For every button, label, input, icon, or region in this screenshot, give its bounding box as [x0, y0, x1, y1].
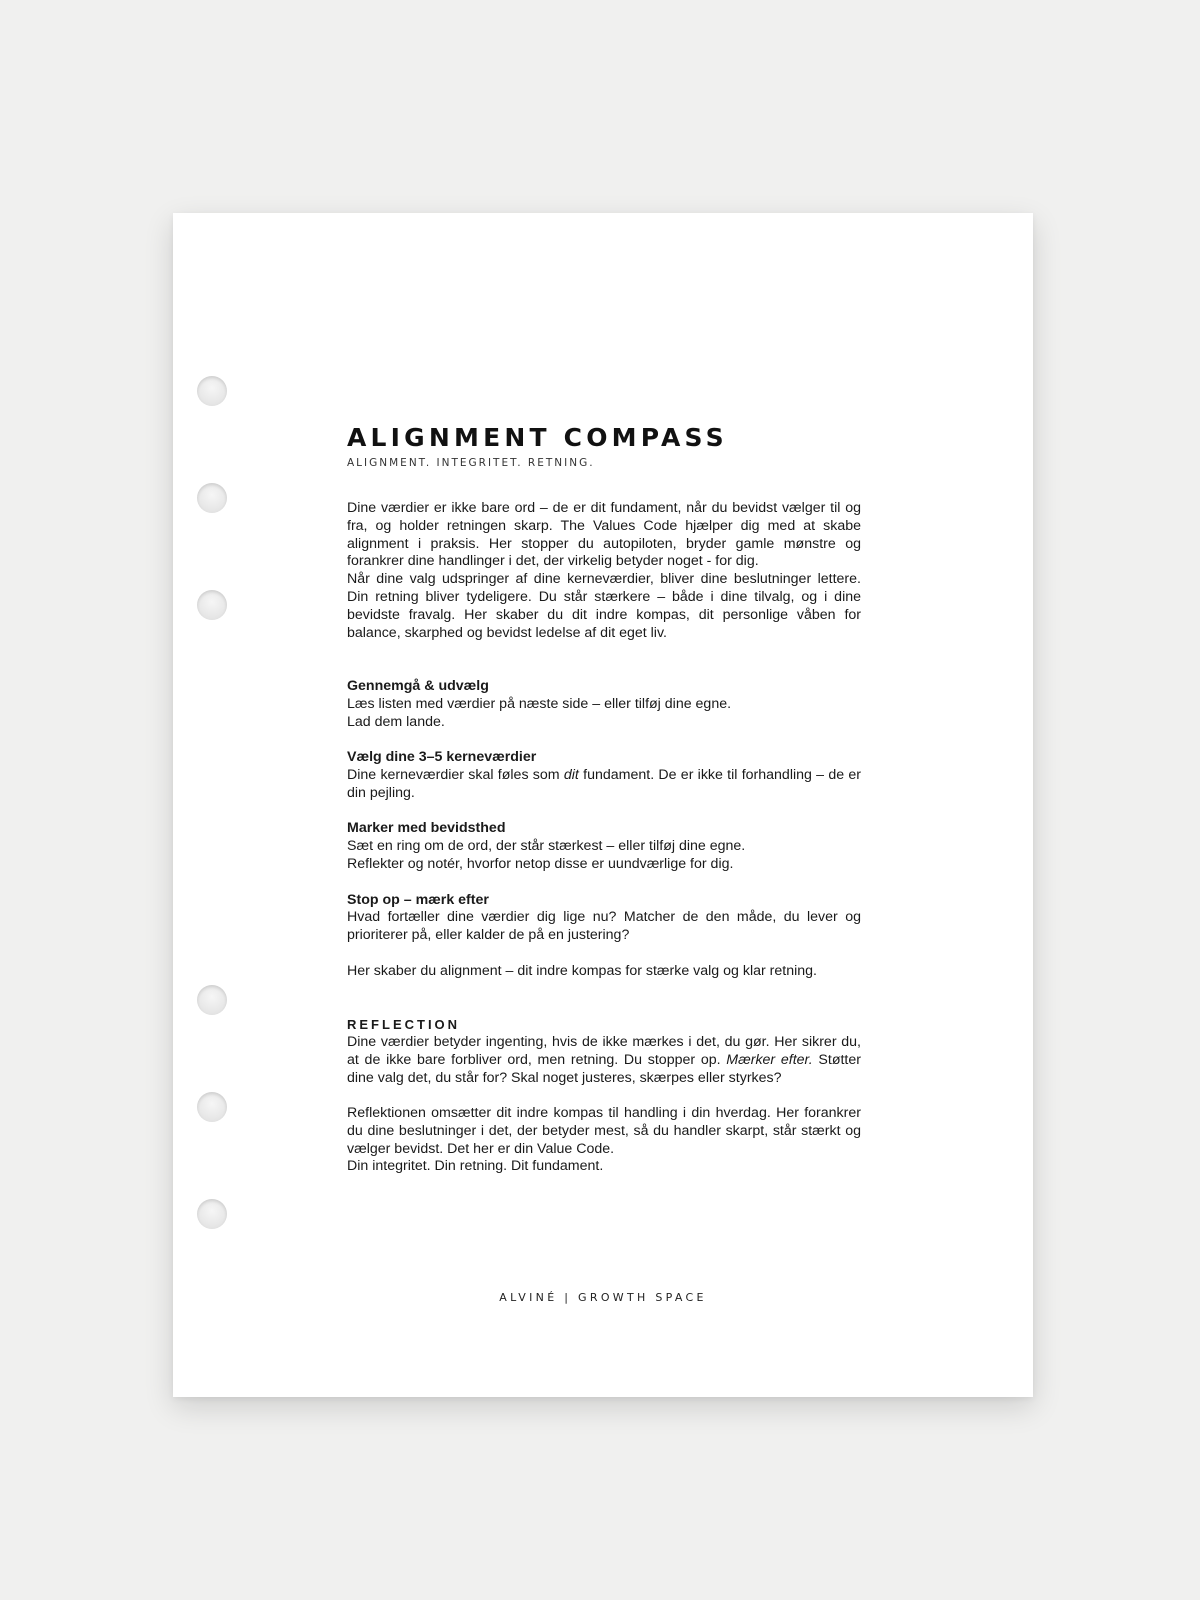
step-line: Reflekter og notér, hvorfor netop disse er uundværlige for dig.: [347, 855, 734, 872]
emphasis: Mærker efter.: [726, 1051, 813, 1068]
step-pause: [347, 892, 861, 945]
emphasis: dit: [563, 766, 579, 783]
closing-line: Her skaber du alignment – dit indre kompas for stærke valg og klar retning.: [347, 962, 817, 979]
step-core-values: [347, 749, 861, 802]
reflection-heading: REFLECTION: [347, 1017, 461, 1033]
reflection-section: [347, 1016, 861, 1176]
step-heading: Vælg dine 3–5 kerneværdier: [347, 749, 537, 766]
page-subtitle: ALIGNMENT. INTEGRITET. RETNING.: [347, 457, 595, 469]
step-line: Læs listen med værdier på næste side – eller tilføj dine egne.: [347, 695, 732, 712]
step-heading: Marker med bevidsthed: [347, 820, 506, 837]
page-footer: ALVINÉ | GROWTH SPACE: [499, 1291, 707, 1304]
step-line: Lad dem lande.: [347, 713, 445, 730]
binder-hole: [197, 376, 227, 406]
binder-hole: [197, 483, 227, 513]
binder-hole: [197, 1199, 227, 1229]
step-heading: Gennemgå & udvælg: [347, 677, 489, 694]
reflection-paragraph: Dine værdier betyder ingenting, hvis de ikke mærkes i det, du gør. Her sikrer du, at de ikke bare forbliver ord, men retning. Du stopper op. Mærker efter. Støtter dine valg det, du står for? Skal noget justeres, skærpes eller styrkes?: [347, 1033, 861, 1086]
binder-hole: [197, 985, 227, 1015]
step-mark: [347, 820, 861, 873]
intro-paragraph: Når dine valg udspringer af dine kerneværdier, bliver dine beslutninger lettere. Din retning bliver tydeligere. Du står stærkere – både i dine tilvalg, og i dine bevidste fravalg. Her skaber du dit indre kompas, dit personlige våben for balance, skarphed og bevidst ledelse af dit eget liv.: [347, 571, 861, 641]
document-page: [173, 213, 1033, 1397]
intro-paragraph: Dine værdier er ikke bare ord – de er dit fundament, når du bevidst vælger til og fra, og holder retningen skarp. The Values Code hjælper dig med at skabe alignment i praksis. Her stopper du autopiloten, bryder gamle mønstre og forankrer dine handlinger i det, der virkelig betyder noget - for dig.: [347, 500, 861, 570]
page-content: [347, 423, 861, 1176]
step-text: Hvad fortæller dine værdier dig lige nu? Matcher de den måde, du lever og prioriterer på, eller kalder de på en justering?: [347, 909, 861, 944]
step-line: Sæt en ring om de ord, der står stærkest – eller tilføj dine egne.: [347, 838, 746, 855]
step-text: Dine kerneværdier skal føles som dit fundament. De er ikke til forhandling – de er din pejling.: [347, 766, 861, 801]
reflection-closing: Din integritet. Din retning. Dit fundament.: [347, 1158, 604, 1175]
binder-hole: [197, 1092, 227, 1122]
binder-hole: [197, 590, 227, 620]
reflection-paragraph: Reflektionen omsætter dit indre kompas til handling i din hverdag. Her forankrer du dine beslutninger i det, der betyder mest, så du handler skarpt, står stærkt og vælger bevidst. Det her er din Value Code.: [347, 1105, 861, 1157]
intro: [347, 500, 861, 642]
page-title: ALIGNMENT COMPASS: [347, 423, 728, 452]
step-heading: Stop op – mærk efter: [347, 891, 489, 908]
step-review: [347, 678, 861, 731]
